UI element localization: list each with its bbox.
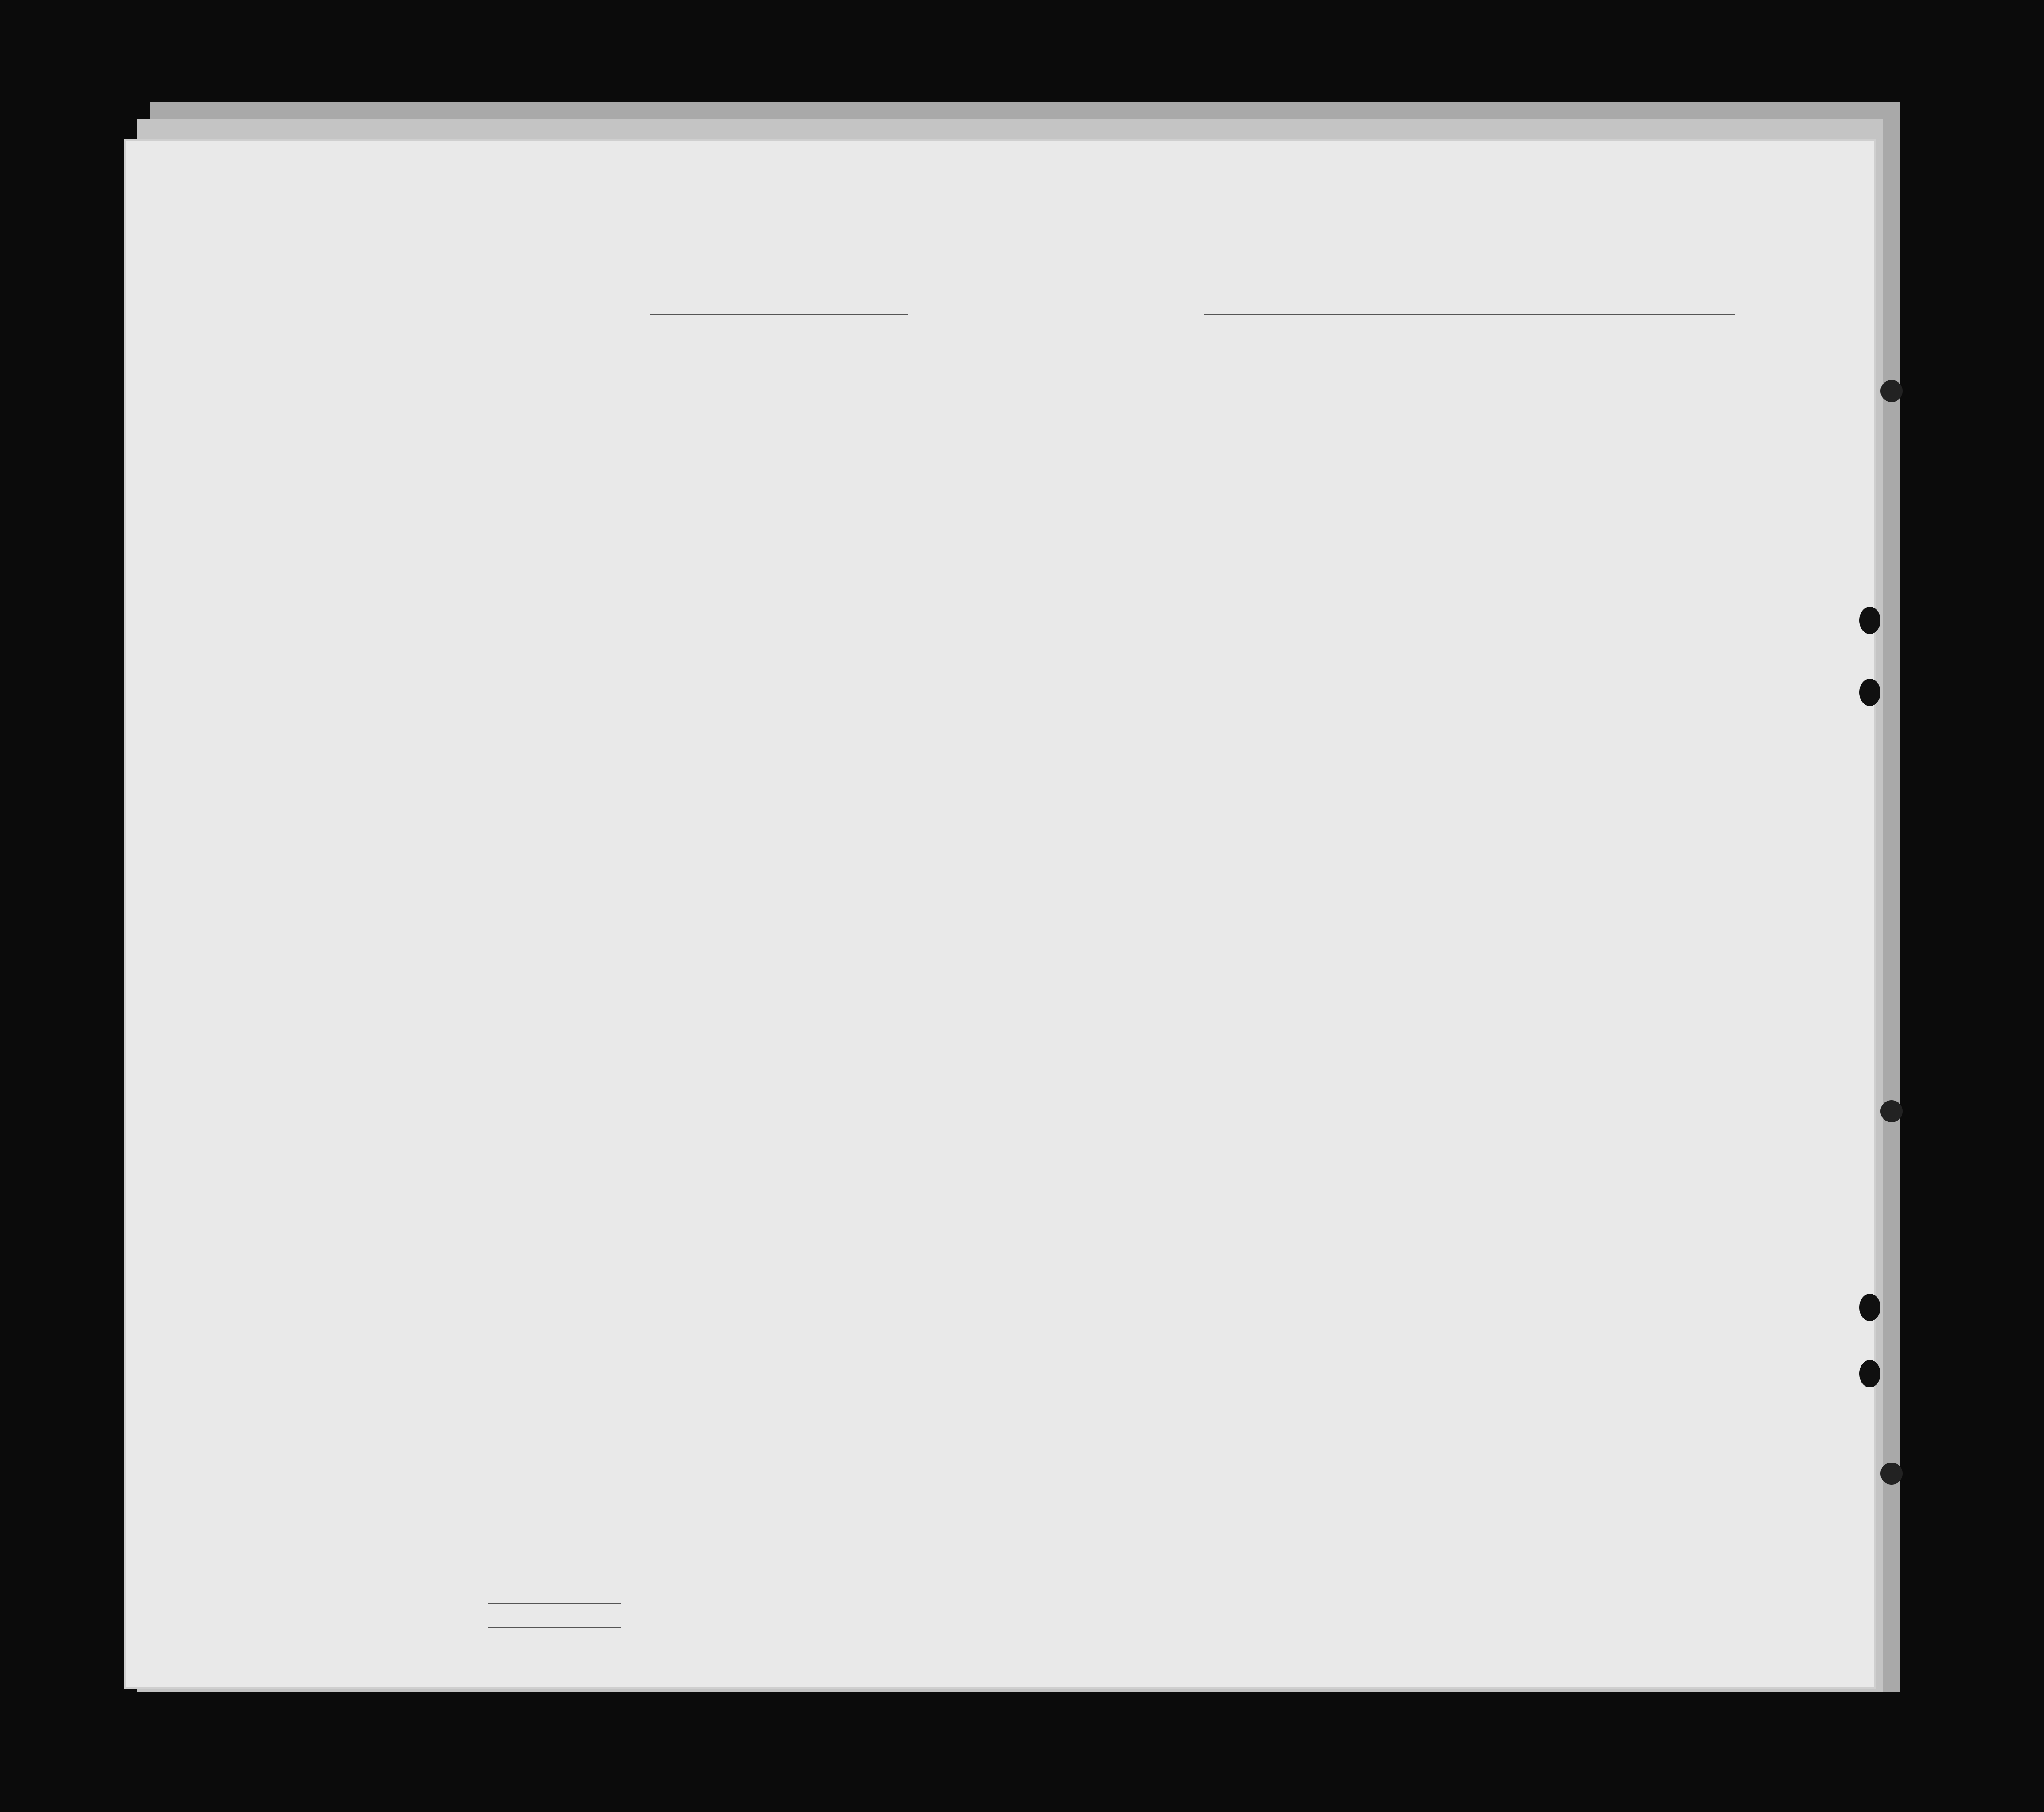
binder-hole bbox=[1880, 1463, 1903, 1485]
binder-hole bbox=[1859, 679, 1880, 706]
binder-hole bbox=[1859, 607, 1880, 634]
ship-underline bbox=[650, 314, 908, 315]
footer-line-2 bbox=[488, 1627, 621, 1628]
binder-hole bbox=[1880, 380, 1903, 402]
footer-line-1 bbox=[488, 1603, 621, 1604]
manifest-sheet bbox=[126, 141, 1874, 1687]
binder-hole bbox=[1859, 1294, 1880, 1321]
date-underline bbox=[1540, 314, 1735, 315]
binder-hole bbox=[1880, 1100, 1903, 1122]
binder-hole bbox=[1859, 1360, 1880, 1387]
